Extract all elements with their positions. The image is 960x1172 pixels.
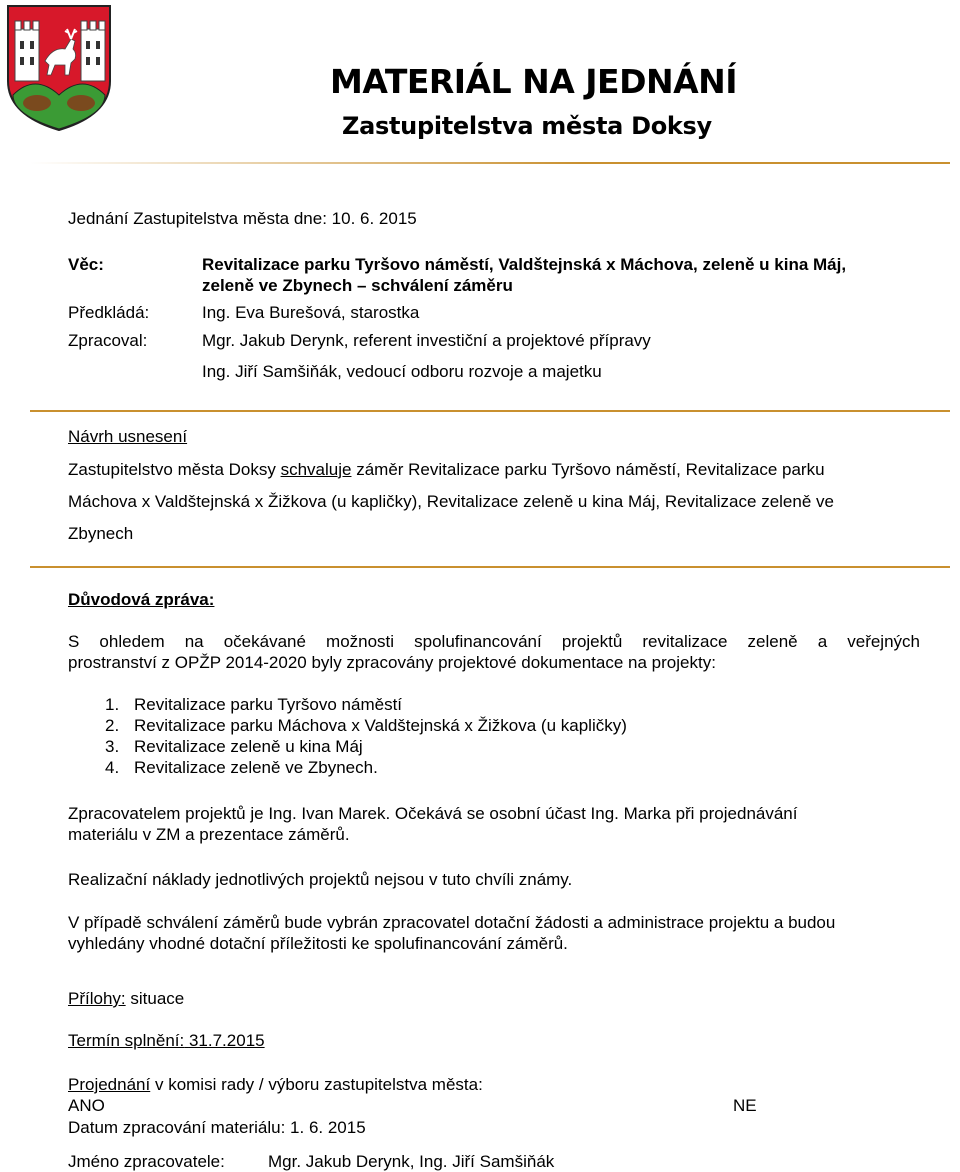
projednani-rest: v komisi rady / výboru zastupitelstva města:: [154, 1075, 483, 1094]
list-item: 3. Revitalizace zeleně u kina Máj: [105, 737, 363, 756]
navrh-line1-pre: Zastupitelstvo města Doksy: [68, 460, 276, 479]
prilohy-line: [68, 989, 184, 1009]
duvodova-heading: Důvodová zpráva:: [68, 590, 215, 609]
navrh-line-3: Zbynech: [68, 524, 134, 543]
header-divider: [30, 162, 950, 164]
navrh-verb: schvaluje: [280, 460, 352, 479]
prilohy-value: situace: [130, 989, 185, 1008]
town-crest-logo: [5, 3, 113, 133]
meeting-date-line: [68, 209, 417, 229]
list-item: 1. Revitalizace parku Tyršovo náměstí: [105, 695, 403, 714]
predklada-value: Ing. Eva Burešová, starostka: [202, 303, 420, 322]
vec-value-line1: Revitalizace parku Tyršovo náměstí, Valdštejnská x Máchova, zeleně u kina Máj,: [202, 255, 847, 274]
datum-zpracovani: Datum zpracování materiálu: 1. 6. 2015: [68, 1118, 366, 1137]
prilohy-label: Přílohy:: [68, 989, 126, 1008]
navrh-line-2: Máchova x Valdštejnská x Žižkova (u kapličky), Revitalizace zeleně u kina Máj, Revitalizace zeleně ve: [68, 492, 834, 511]
navrh-heading: Návrh usnesení: [68, 427, 188, 446]
zpracovatel-paragraph-line-1: Zpracovatelem projektů je Ing. Ivan Marek. Očekává se osobní účast Ing. Marka při projednávání: [68, 804, 798, 823]
meeting-date: 10. 6. 2015: [331, 209, 417, 228]
jmeno-value: Mgr. Jakub Derynk, Ing. Jiří Samšiňák: [268, 1152, 555, 1171]
section-divider-2: [30, 566, 950, 568]
document-title: MATERIÁL NA JEDNÁNÍ: [330, 62, 738, 101]
list-item: 4. Revitalizace zeleně ve Zbynech.: [105, 758, 378, 777]
navrh-line-1: [68, 460, 825, 480]
zpracoval-value-2: Ing. Jiří Samšiňák, vedoucí odboru rozvoje a majetku: [202, 362, 602, 381]
termin-line: [68, 1031, 265, 1051]
project-list: [68, 694, 627, 778]
meeting-label: Jednání Zastupitelstva města dne:: [68, 209, 327, 228]
projednani-label: Projednání: [68, 1075, 151, 1094]
section-divider-1: [30, 410, 950, 412]
zpracoval-label: Zpracoval:: [68, 331, 148, 350]
jmeno-label: Jméno zpracovatele:: [68, 1152, 225, 1171]
predklada-label: Předkládá:: [68, 303, 150, 322]
ne-option: NE: [733, 1096, 757, 1115]
projednani-line: [68, 1075, 483, 1095]
list-item: 2. Revitalizace parku Máchova x Valdštejnská x Žižkova (u kapličky): [105, 716, 627, 735]
zpracoval-value-1: Mgr. Jakub Derynk, referent investiční a projektové přípravy: [202, 331, 651, 350]
ano-option: ANO: [68, 1096, 105, 1115]
document-subtitle: Zastupitelstva města Doksy: [342, 112, 712, 140]
termin-value: 31.7.2015: [188, 1031, 265, 1050]
schvaleni-paragraph-line-2: vyhledány vhodné dotační příležitosti ke spolufinancování záměrů.: [68, 934, 568, 953]
zpracovatel-paragraph-line-2: materiálu v ZM a prezentace záměrů.: [68, 825, 350, 844]
termin-label: Termín splnění:: [68, 1031, 185, 1050]
schvaleni-paragraph-line-1: V případě schválení záměrů bude vybrán zpracovatel dotační žádosti a administrace projektu a budou: [68, 913, 836, 932]
vec-value-line2: zeleně ve Zbynech – schválení záměru: [202, 276, 513, 295]
navrh-line1-post: záměr Revitalizace parku Tyršovo náměstí, Revitalizace parku: [356, 460, 825, 479]
duvodova-intro-line-1: S ohledem na očekávané možnosti spolufinancování projektů revitalizace zeleně a veřejných: [68, 632, 920, 651]
naklady-paragraph: Realizační náklady jednotlivých projektů nejsou v tuto chvíli známy.: [68, 870, 573, 889]
vec-label: Věc:: [68, 255, 104, 274]
duvodova-intro-line-2: prostranství z OPŽP 2014-2020 byly zpracovány projektové dokumentace na projekty:: [68, 653, 716, 672]
